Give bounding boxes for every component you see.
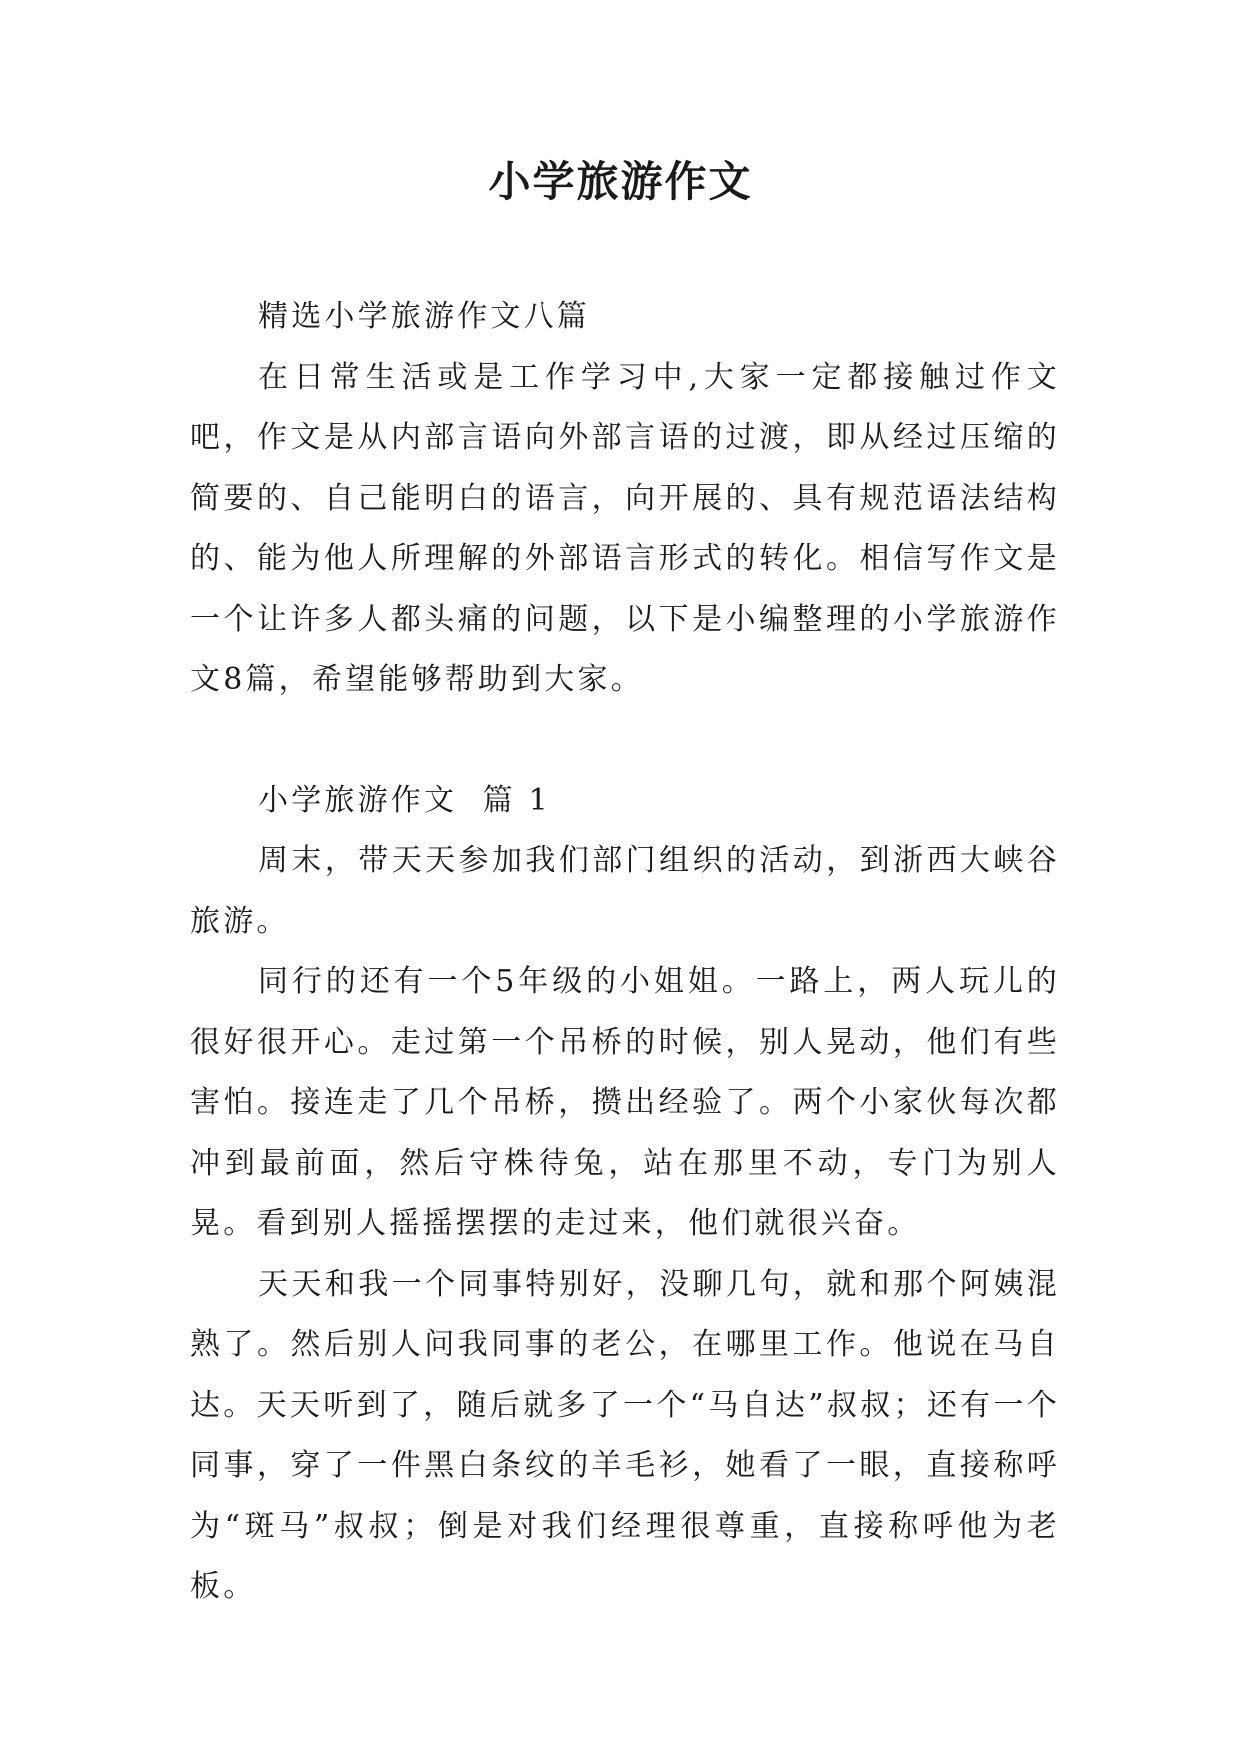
section-spacer (190, 711, 1060, 771)
document-title: 小学旅游作文 (488, 157, 753, 206)
subtitle: 精选小学旅游作文八篇 (258, 299, 590, 334)
section-heading: 小学旅游作文 篇 1 (258, 782, 551, 818)
paragraph: 同行的还有一个5年级的小姐姐。一路上，两人玩儿的很好很开心。走过第一个吊桥的时候，别人晃动，他们有些害怕。接连走了几个吊桥，攒出经验了。两个小家伙每次都冲到最前面，然后守株待兔，站在那里不动，专门为别人晃。看到别人摇摇摆摆的走过来，他们就很兴奋。 (190, 964, 1060, 1241)
paragraph: 周末，带天天参加我们部门组织的活动，到浙西大峡谷旅游。 (190, 843, 1060, 939)
document-body (190, 287, 1060, 1618)
paragraph: 天天和我一个同事特别好，没聊几句，就和那个阿姨混熟了。然后别人问我同事的老公，在哪里工作。他说在马自达。天天听到了，随后就多了一个“马自达”叔叔；还有一个同事，穿了一件黑白条纹的羊毛衫，她看了一眼，直接称呼为“斑马”叔叔；倒是对我们经理很尊重，直接称呼他为老板。 (190, 1266, 1060, 1604)
intro-paragraph: 在日常生活或是工作学习中,大家一定都接触过作文吧，作文是从内部言语向外部言语的过渡，即从经过压缩的简要的、自己能明白的语言，向开展的、具有规范语法结构的、能为他人所理解的外部语言形式的转化。相信写作文是一个让许多人都头痛的问题，以下是小编整理的小学旅游作文8篇，希望能够帮助到大家。 (190, 359, 1060, 697)
